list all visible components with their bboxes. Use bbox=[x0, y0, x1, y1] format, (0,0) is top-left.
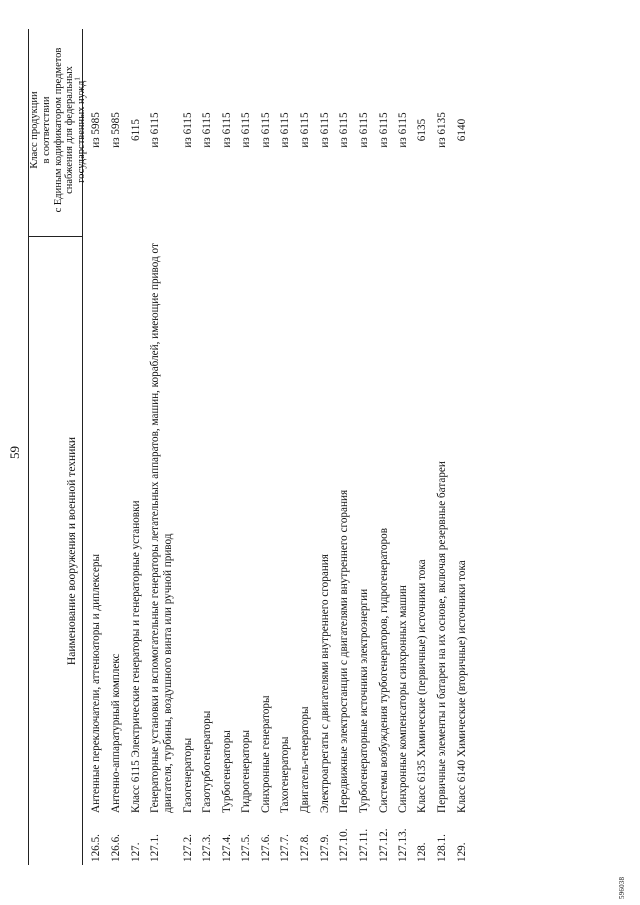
row-class: из 6115 bbox=[221, 112, 233, 148]
row-class: из 5985 bbox=[90, 112, 102, 148]
row-name: Газотурбогенераторы bbox=[201, 710, 213, 813]
row-name: Синхронные генераторы bbox=[260, 695, 272, 813]
row-number: 127.6. bbox=[260, 834, 272, 862]
row-class: из 6115 bbox=[279, 112, 291, 148]
row-name: Электроагрегаты с двигателями внутреннего сгорания bbox=[319, 554, 331, 813]
row-number: 126.6. bbox=[110, 834, 122, 862]
row-name: Класс 6140 Химические (вторичные) источники тока bbox=[456, 560, 468, 813]
row-class: 6135 bbox=[416, 118, 428, 142]
row-class: из 5985 bbox=[110, 112, 122, 148]
row-name: Передвижные электростанции с двигателями внутреннего сгорания bbox=[338, 489, 350, 813]
row-class: из 6115 bbox=[358, 112, 370, 148]
row-number: 128. bbox=[416, 842, 428, 862]
document-code: 596038 bbox=[618, 876, 626, 899]
class-header-line: снабжения для федеральных bbox=[64, 66, 76, 194]
row-name: Класс 6135 Химические (первичные) источники тока bbox=[416, 559, 428, 813]
row-class: из 6115 bbox=[201, 112, 213, 148]
row-name: Антенно-аппаратурный комплекс bbox=[110, 653, 122, 813]
row-number: 127.5. bbox=[240, 834, 252, 862]
class-header-line: Класс продукции bbox=[29, 91, 40, 169]
row-number: 129. bbox=[456, 842, 468, 862]
row-name: Генераторные установки и вспомогательные генераторы летательных аппаратов, машин, кораблей, имеющие привод от двигателя, турбины, воздушного винта или ручной привод bbox=[149, 243, 174, 813]
row-class: из 6115 bbox=[378, 112, 390, 148]
row-name: Антенные переключатели, аттенюаторы и диплексеры bbox=[90, 554, 102, 813]
row-name: Двигатель-генераторы bbox=[299, 706, 311, 813]
row-name: Гидрогенераторы bbox=[240, 730, 252, 813]
row-class: из 6115 bbox=[338, 112, 350, 148]
class-header-line: с Единым кодификатором предметов bbox=[52, 47, 64, 213]
row-number: 127.7. bbox=[279, 834, 291, 862]
row-number: 127.13. bbox=[397, 828, 409, 862]
row-class: из 6115 bbox=[149, 112, 161, 148]
class-header-line: в соответствии bbox=[40, 96, 52, 164]
column-header-name: Наименование вооружения и военной техники bbox=[66, 436, 78, 666]
row-number: 127.10. bbox=[338, 828, 350, 862]
row-class: 6115 bbox=[130, 119, 142, 141]
row-class: из 6135 bbox=[436, 112, 448, 148]
row-name: Тахогенераторы bbox=[279, 736, 291, 813]
row-class: из 6115 bbox=[240, 112, 252, 148]
row-name: Системы возбуждения турбогенераторов, гидрогенераторов bbox=[378, 527, 390, 813]
row-class: из 6115 bbox=[182, 112, 194, 148]
row-number: 127.11. bbox=[358, 828, 370, 862]
row-number: 127.12. bbox=[378, 828, 390, 862]
row-number: 126.5. bbox=[90, 834, 102, 862]
row-number: 127.8. bbox=[299, 834, 311, 862]
row-name: Газогенераторы bbox=[182, 737, 194, 813]
row-name: Первичные элементы и батареи на их основе, включая резервные батареи bbox=[436, 461, 448, 813]
class-header-line: государственных нужд$^1$ bbox=[73, 77, 88, 183]
row-name: Класс 6115 Электрические генераторы и генераторные установки bbox=[130, 500, 142, 813]
row-class: из 6115 bbox=[397, 112, 409, 148]
row-number: 128.1. bbox=[436, 834, 448, 862]
row-number: 127.3. bbox=[201, 834, 213, 862]
page-number: 59 bbox=[7, 446, 22, 459]
row-name: Турбогенераторы bbox=[221, 730, 233, 813]
footnote-marker: 1 bbox=[73, 77, 82, 81]
row-name: Турбогенераторные источники электроэнергии bbox=[358, 588, 370, 813]
row-class: из 6115 bbox=[299, 112, 311, 148]
row-class: из 6115 bbox=[319, 112, 331, 148]
row-class: 6140 bbox=[456, 118, 468, 142]
row-number: 127.9. bbox=[319, 834, 331, 862]
row-number: 127.4. bbox=[221, 834, 233, 862]
row-name: Синхронные компенсаторы синхронных машин bbox=[397, 585, 409, 813]
row-number: 127. bbox=[130, 842, 142, 862]
row-number: 127.1. bbox=[149, 834, 161, 862]
row-class: из 6115 bbox=[260, 112, 272, 148]
row-number: 127.2. bbox=[182, 834, 194, 862]
